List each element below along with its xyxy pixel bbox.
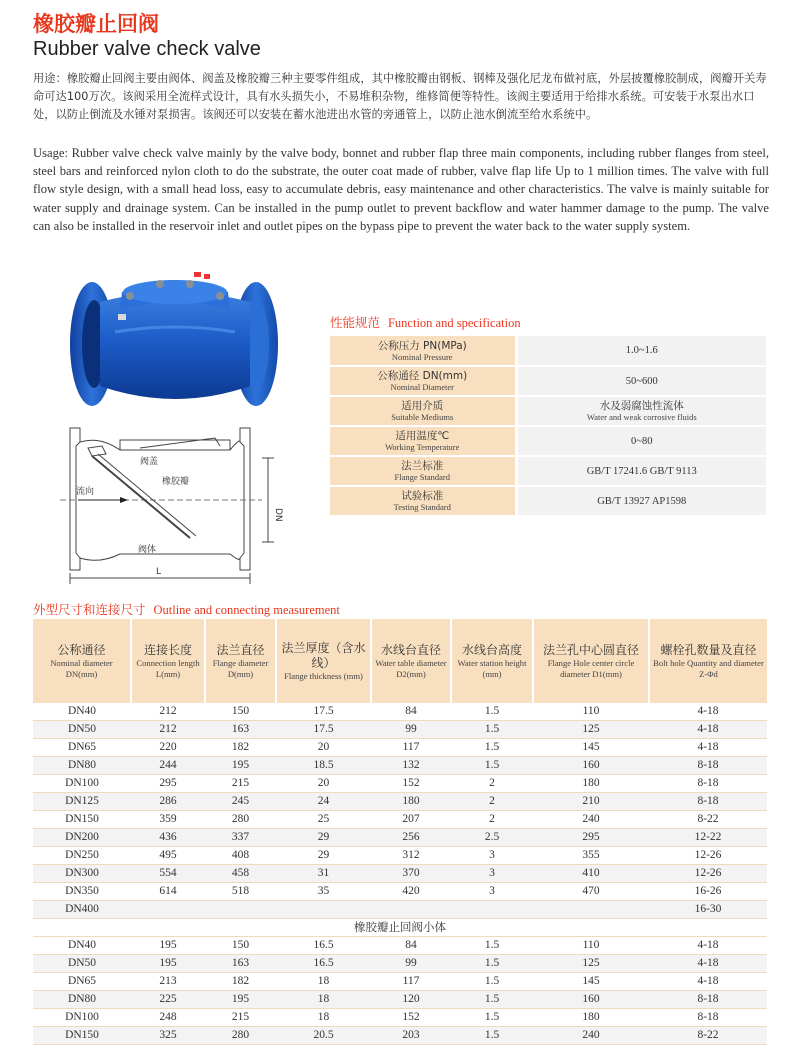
dims-row [33,973,767,991]
dims-cell: 2 [451,775,533,793]
dims-cell: DN125 [33,793,131,811]
dims-cell: 195 [205,991,276,1009]
dims-cell: 420 [371,883,451,901]
dims-cell: DN200 [33,829,131,847]
dims-cell: DN150 [33,1027,131,1045]
dims-header-en: Flange diameter D(mm) [212,657,269,679]
dims-header-en: Nominal diameter DN(mm) [50,657,113,679]
dims-cell: 35 [276,883,371,901]
dims-cell: 1.5 [451,955,533,973]
dims-cell: 359 [131,811,205,829]
spec-label-cn: 适用介质 [401,400,444,412]
drawing-label-bonnet: 阀盖 [140,457,159,467]
dims-cell: 8-18 [649,757,767,775]
dims-row [33,757,767,775]
spec-value-cn: 水及弱腐蚀性流体 [599,400,684,412]
dims-row [33,793,767,811]
dims-subtitle: 橡胶瓣止回阀小体 [33,919,767,937]
dims-cell: 312 [371,847,451,865]
dims-cell: 17.5 [276,721,371,739]
spec-label-en: Nominal Diameter [390,382,454,392]
spec-label-en: Suitable Mediums [391,412,454,422]
dims-column-header [276,619,371,703]
dims-cell: 195 [205,757,276,775]
spec-row [330,336,766,366]
dims-header-cn: 法兰孔中心圆直径 [542,642,639,657]
dims-cell: 18 [276,973,371,991]
spec-row [330,486,766,516]
dims-cell: 16-30 [649,901,767,919]
dims-header-en: Water table diameter D2(mm) [375,657,447,679]
dims-cell: 24 [276,793,371,811]
dims-cell: 110 [533,937,649,955]
dims-cell: 16.5 [276,937,371,955]
dims-cell: 8-22 [649,1027,767,1045]
dims-header-en: Flange Hole center circle diameter D1(mm) [547,657,635,679]
dims-cell: 1.5 [451,991,533,1009]
dims-cell: 458 [205,865,276,883]
dims-header-cn: 法兰厚度（含水线） [281,640,366,670]
dims-cell: 125 [533,955,649,973]
dims-cell: DN40 [33,937,131,955]
dims-row [33,739,767,757]
dims-cell: 370 [371,865,451,883]
dims-cell: 215 [205,775,276,793]
dims-cell [131,901,205,919]
dims-row [33,775,767,793]
spec-heading [330,313,521,331]
dims-cell: 325 [131,1027,205,1045]
dims-cell: 152 [371,1009,451,1027]
dims-cell: 554 [131,865,205,883]
dims-cell: DN100 [33,775,131,793]
dims-cell [533,901,649,919]
spec-value: GB/T 13927 AP1598 [516,486,766,516]
dims-row [33,703,767,721]
dims-cell: 20 [276,739,371,757]
dims-cell: 518 [205,883,276,901]
dims-cell: 240 [533,1027,649,1045]
dims-cell: 99 [371,721,451,739]
dims-row [33,901,767,919]
dims-cell: 225 [131,991,205,1009]
dims-cell: 117 [371,973,451,991]
dims-cell: 1.5 [451,1009,533,1027]
dims-column-header [533,619,649,703]
dims-cell: 215 [205,1009,276,1027]
dims-cell: 220 [131,739,205,757]
dims-cell: 1.5 [451,757,533,775]
dims-cell: 182 [205,973,276,991]
dims-row [33,937,767,955]
dims-cell: 337 [205,829,276,847]
dims-cell: 110 [533,703,649,721]
valve-photo [60,262,290,412]
dims-row [33,811,767,829]
dims-header-cn: 法兰直径 [216,642,265,657]
dims-cell: 436 [131,829,205,847]
dims-cell: 195 [131,955,205,973]
spec-label-cn: 适用温度℃ [395,430,450,442]
spec-value: 1.0~1.6 [516,336,766,366]
spec-table [330,336,766,517]
dims-heading-en: Outline and connecting measurement [153,603,340,617]
dims-cell [205,901,276,919]
dims-cell: DN100 [33,1009,131,1027]
dims-cell: 84 [371,703,451,721]
dims-cell [276,901,371,919]
dims-cell: DN65 [33,739,131,757]
dims-cell: 160 [533,757,649,775]
dims-cell: 244 [131,757,205,775]
title-chinese: 橡胶瓣止回阀 [33,12,159,36]
dims-cell: 99 [371,955,451,973]
dims-cell: 180 [533,775,649,793]
dims-cell: 18.5 [276,757,371,775]
dims-cell: 212 [131,703,205,721]
dims-cell: 410 [533,865,649,883]
drawing-label-l: L [156,567,162,577]
dims-cell: 495 [131,847,205,865]
dims-cell: 163 [205,955,276,973]
dims-cell: 145 [533,973,649,991]
dims-column-header [649,619,767,703]
dims-cell: 286 [131,793,205,811]
spec-label-en: Working Temperature [385,442,460,452]
dims-cell: 17.5 [276,703,371,721]
dims-heading [33,600,340,618]
dims-cell: 2 [451,793,533,811]
dims-heading-cn: 外型尺寸和连接尺寸 [33,602,146,617]
dims-header-en: Flange thickness (mm) [284,670,363,681]
dims-row [33,991,767,1009]
spec-heading-en: Function and specification [387,316,521,330]
dims-cell: 180 [533,1009,649,1027]
dims-cell: DN50 [33,721,131,739]
dims-cell: 84 [371,937,451,955]
dims-cell: 31 [276,865,371,883]
drawing-label-dn: DN [273,508,283,522]
dims-cell: 12-26 [649,847,767,865]
dims-cell: 8-22 [649,811,767,829]
dims-cell: 1.5 [451,973,533,991]
dims-cell: 150 [205,937,276,955]
dims-cell: 4-18 [649,739,767,757]
dims-cell: 20.5 [276,1027,371,1045]
intro-chinese: 用途：橡胶瓣止回阀主要由阀体、阀盖及橡胶瓣三种主要零件组成，其中橡胶瓣由钢板、钢棒及强化尼龙布做衬底，外层披覆橡胶制成，阀瓣开关寿命可达100万次。该阀采用全流样式设计，具有水头损失小，不易堆积杂物，维修简便等特性。该阀主要适用于给排水系统。可安装于水泵出水口处，以防止倒流及水锤对泵损害。该阀还可以安装在蓄水池进出水管的旁通管上，以防止池水倒流至给水系统中。 [33,72,767,121]
dims-cell: 182 [205,739,276,757]
spec-label [330,456,516,486]
dims-cell: DN65 [33,973,131,991]
dims-cell: 213 [131,973,205,991]
dims-row [33,847,767,865]
dims-cell: 245 [205,793,276,811]
dims-column-header [451,619,533,703]
dims-cell: 256 [371,829,451,847]
dims-cell: 152 [371,775,451,793]
dims-header-cn: 连接长度 [143,642,192,657]
spec-row [330,426,766,456]
dims-cell: 240 [533,811,649,829]
dims-header-cn: 螺栓孔数量及直径 [660,642,757,657]
spec-label [330,366,516,396]
dims-cell [451,901,533,919]
dims-header-en: Bolt hole Quantity and diameter Z-Φd [653,657,764,679]
dims-cell: 4-18 [649,937,767,955]
dims-cell: 29 [276,847,371,865]
dims-cell: 8-18 [649,1009,767,1027]
spec-value-en: Water and weak corrosive fluids [586,412,697,422]
drawing-label-body: 阀体 [138,545,157,555]
dims-cell: 18 [276,991,371,1009]
dims-cell: DN400 [33,901,131,919]
dims-row [33,829,767,847]
spec-value: 50~600 [516,366,766,396]
dims-cell: 614 [131,883,205,901]
dims-cell: 117 [371,739,451,757]
dims-column-header [371,619,451,703]
drawing-label-flow: 流向 [76,487,95,497]
spec-label-en: Testing Standard [393,502,451,512]
dims-cell: 210 [533,793,649,811]
dims-cell: 4-18 [649,955,767,973]
spec-row [330,456,766,486]
dims-cell: 25 [276,811,371,829]
dims-cell: 355 [533,847,649,865]
dims-cell: 8-18 [649,991,767,1009]
dims-cell: DN80 [33,757,131,775]
spec-label-cn: 公称通径 DN(mm) [377,370,468,382]
spec-label [330,426,516,456]
spec-label [330,396,516,426]
dims-cell: 2.5 [451,829,533,847]
dims-cell: 145 [533,739,649,757]
dims-cell: 408 [205,847,276,865]
spec-row [330,396,766,426]
spec-value: GB/T 17241.6 GB/T 9113 [516,456,766,486]
dims-cell: 132 [371,757,451,775]
dims-cell: DN350 [33,883,131,901]
dims-cell: 207 [371,811,451,829]
dims-cell: 280 [205,1027,276,1045]
dims-cell: 1.5 [451,703,533,721]
dims-cell: 3 [451,883,533,901]
spec-row [330,366,766,396]
dims-cell: 195 [131,937,205,955]
dims-column-header [131,619,205,703]
spec-label-cn: 公称压力 PN(MPa) [377,339,467,352]
dims-cell: 16-26 [649,883,767,901]
dims-cell: 3 [451,865,533,883]
dims-cell: 4-18 [649,703,767,721]
dims-row [33,721,767,739]
dims-column-header [205,619,276,703]
dims-cell: 180 [371,793,451,811]
dims-cell: 295 [533,829,649,847]
dims-cell: 1.5 [451,721,533,739]
dims-cell [371,901,451,919]
title-english: Rubber valve check valve [33,38,261,60]
dims-cell: 160 [533,991,649,1009]
spec-label-cn: 试验标准 [401,490,444,502]
spec-value: 0~80 [516,426,766,456]
dims-cell: DN50 [33,955,131,973]
dims-cell: 4-18 [649,973,767,991]
dims-cell: 212 [131,721,205,739]
dims-cell: 1.5 [451,739,533,757]
dims-cell: 248 [131,1009,205,1027]
dims-cell: 4-18 [649,721,767,739]
spec-label [330,486,516,516]
dims-cell: 1.5 [451,937,533,955]
dims-subtitle-row [33,919,767,937]
dims-cell: DN250 [33,847,131,865]
dims-row [33,865,767,883]
dims-header-cn: 水线台高度 [461,642,522,657]
dims-cell: 20 [276,775,371,793]
dims-cell: 8-18 [649,793,767,811]
dims-cell: 1.5 [451,1027,533,1045]
dims-row [33,955,767,973]
dims-header-cn: 水线台直径 [380,642,441,657]
dims-row [33,1009,767,1027]
dims-header-en: Water station height (mm) [457,657,527,679]
dims-cell: 295 [131,775,205,793]
spec-label-cn: 法兰标准 [401,460,444,472]
spec-label-en: Nominal Pressure [391,351,453,362]
dims-cell: 16.5 [276,955,371,973]
dims-column-header [33,619,131,703]
dims-cell: 280 [205,811,276,829]
dims-cell: 8-18 [649,775,767,793]
spec-value [516,396,766,426]
dims-cell: 12-26 [649,865,767,883]
spec-heading-cn: 性能规范 [330,315,381,330]
dims-table [33,619,767,1045]
dims-header-en: Connection length L(mm) [136,657,200,679]
dims-cell: 125 [533,721,649,739]
dims-cell: 470 [533,883,649,901]
drawing-label-flap: 橡胶瓣 [162,477,190,487]
valve-section-drawing [40,418,320,586]
spec-label [330,336,516,366]
dims-cell: DN40 [33,703,131,721]
intro-english: Usage: Rubber valve check valve mainly by the valve body, bonnet and rubber flap three main components, including rubber flanges from steel, steel bars and reinforced nylon cloth to do the substrate, the outer coat made of rubber, valve flap life Up to 1 million times. The valve with full flow style design, with a small head loss, easy to accumulate debris, easy maintenance and other characteristics. The valve is mainly suitable for water supply and drainage system. Can be installed in the pump outlet to prevent backflow and water hammer damage to the pump. The valve can also be installed in the reservoir inlet and outlet pipes on the bypass pipe to prevent the water back to the water supply system. [33,146,769,233]
dims-row [33,1027,767,1045]
dims-cell: 18 [276,1009,371,1027]
dims-row [33,883,767,901]
dims-cell: 29 [276,829,371,847]
dims-cell: 2 [451,811,533,829]
dims-cell: 150 [205,703,276,721]
dims-cell: DN80 [33,991,131,1009]
dims-header-cn: 公称通径 [57,642,106,657]
dims-cell: DN300 [33,865,131,883]
dims-cell: 12-22 [649,829,767,847]
dims-cell: 203 [371,1027,451,1045]
dims-cell: 3 [451,847,533,865]
dims-cell: 163 [205,721,276,739]
dims-cell: 120 [371,991,451,1009]
spec-label-en: Flange Standard [394,472,450,482]
dims-cell: DN150 [33,811,131,829]
